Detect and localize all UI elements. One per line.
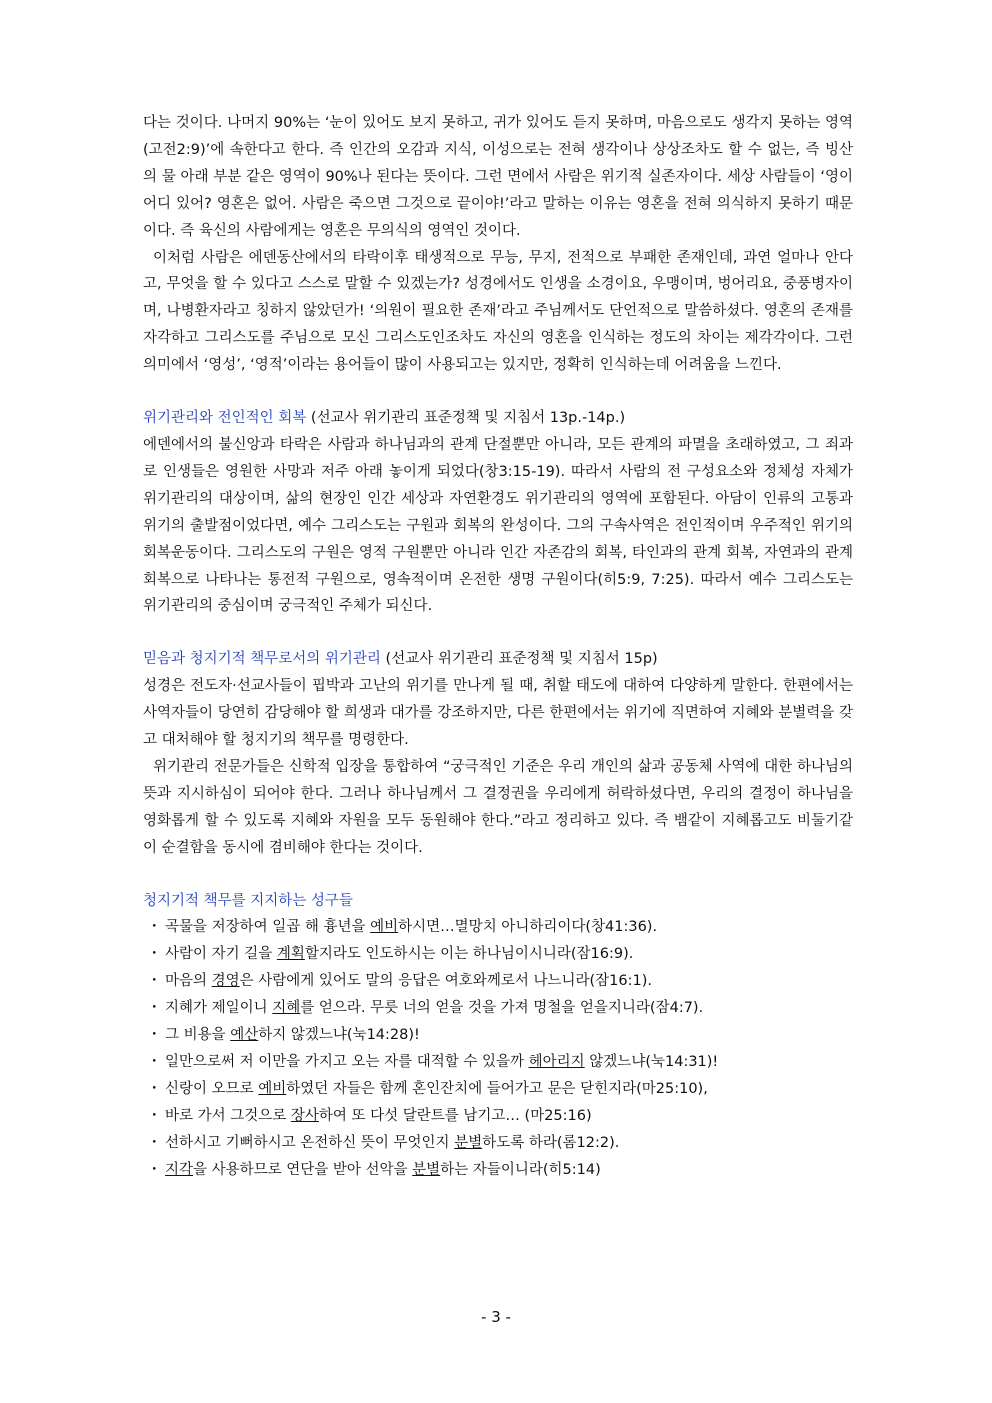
verse-item bbox=[143, 1022, 853, 1049]
heading-reference: (선교사 위기관리 표준정책 및 지침서 15p) bbox=[380, 651, 658, 668]
verse-item bbox=[143, 914, 853, 941]
verse-item bbox=[143, 995, 853, 1022]
verse-item bbox=[143, 1076, 853, 1103]
verse-list bbox=[143, 914, 853, 1183]
bullet-icon: ・ bbox=[147, 1161, 162, 1178]
verse-keyword: 장사 bbox=[290, 1107, 319, 1124]
faith-paragraph-1: 성경은 전도자·선교사들이 핍박과 고난의 위기를 만나게 될 때, 취할 태도에 대하여 다양하게 말한다. 한편에서는 사역자들이 당연히 감당해야 할 희생과 대가를 강조하지만, 다른 한편에서는 위기에 직면하여 지혜와 분별력을 갖고 대처해야 할 청지기의 책무를 명령한다. bbox=[143, 678, 853, 749]
holistic-paragraph: 에덴에서의 불신앙과 타락은 사람과 하나님과의 관계 단절뿐만 아니라, 모든 관계의 파멸을 초래하였고, 그 죄과로 인생들은 영원한 사망과 저주 아래 놓이게 되었다(창3:15-19). 따라서 사람의 전 구성요소와 정체성 자체가 위기관리의 대상이며, 삶의 현장인 인간 세상과 자연환경도 위기관리의 영역에 포함된다. 아담이 인류의 고통과 위기의 출발점이었다면, 예수 그리스도는 구원과 회복의 완성이다. 그의 구속사역은 전인적이며 우주적인 위기의 회복운동이다. 그리스도의 구원은 영적 구원뿐만 아니라 인간 자존감의 회복, 타인과의 관계 회복, 자연과의 관계 회복으로 나타나는 통전적 구원으로, 영속적이며 온전한 생명 구원이다(히5:9, 7:25). 따라서 예수 그리스도는 위기관리의 중심이며 궁극적인 주체가 되신다. bbox=[143, 436, 853, 615]
verse-keyword: 헤아리지 bbox=[528, 1054, 585, 1070]
verse-item bbox=[143, 1157, 853, 1184]
verse-keyword: 분별 bbox=[412, 1161, 441, 1178]
section-heading-holistic bbox=[143, 405, 853, 432]
section-heading-faith bbox=[143, 646, 853, 673]
verse-text: 하도록 하라(롬12:2). bbox=[482, 1134, 620, 1151]
verse-text: 하는 자들이니라(히5:14) bbox=[440, 1161, 601, 1178]
verse-text: 신랑이 오므로 bbox=[165, 1080, 259, 1097]
section-gap bbox=[143, 862, 853, 888]
page-number: - 3 - bbox=[481, 1308, 511, 1326]
verse-text: 하였던 자들은 함께 혼인잔치에 들어가고 문은 닫힌지라(마25:10), bbox=[286, 1080, 708, 1097]
verse-text: 선하시고 기뻐하시고 온전하신 뜻이 무엇인지 bbox=[165, 1134, 455, 1151]
bullet-icon: ・ bbox=[147, 919, 162, 936]
verse-text: 하시면…멸망치 아니하리이다(창41:36). bbox=[398, 919, 658, 936]
verse-text: 하지 않겠느냐(눅14:28)! bbox=[258, 1027, 420, 1044]
bullet-icon: ・ bbox=[147, 1107, 162, 1124]
bullet-icon: ・ bbox=[147, 1080, 162, 1097]
section-heading-verses bbox=[143, 888, 853, 915]
verse-keyword: 지혜 bbox=[272, 1000, 301, 1017]
verse-keyword: 지각 bbox=[165, 1161, 194, 1178]
verse-keyword: 경영 bbox=[211, 973, 240, 990]
verse-text: 곡물을 저장하여 일곱 해 흉년을 bbox=[165, 919, 371, 936]
verse-text: 하여 또 다섯 달란트를 남기고… (마25:16) bbox=[318, 1107, 592, 1124]
verse-keyword: 예비 bbox=[258, 1080, 287, 1097]
verse-text: 마음의 bbox=[165, 973, 212, 990]
verse-item bbox=[143, 1103, 853, 1130]
bullet-icon: ・ bbox=[147, 1000, 162, 1017]
verse-item bbox=[143, 1049, 853, 1076]
verse-text: 그 비용을 bbox=[165, 1027, 231, 1044]
verse-item bbox=[143, 941, 853, 968]
verse-keyword: 분별 bbox=[454, 1134, 483, 1151]
verse-text: 를 얻으라. 무릇 너의 얻을 것을 가져 명철을 얻을지니라(잠4:7). bbox=[300, 1000, 704, 1017]
verse-text: 은 사람에게 있어도 말의 응답은 여호와께로서 나느니라(잠16:1). bbox=[239, 973, 652, 990]
verse-item bbox=[143, 968, 853, 995]
verse-text: 사람이 자기 길을 bbox=[165, 946, 277, 963]
section-gap bbox=[143, 620, 853, 646]
verse-text: 바로 가서 그것으로 bbox=[165, 1107, 291, 1124]
heading-highlight: 믿음과 청지기적 책무로서의 위기관리 bbox=[143, 651, 381, 668]
heading-highlight: 청지기적 책무를 지지하는 성구들 bbox=[143, 892, 353, 909]
verse-text: 지혜가 제일이니 bbox=[165, 1000, 273, 1017]
section-gap bbox=[143, 379, 853, 405]
verse-text: 일만으로써 저 이만을 가지고 오는 자를 대적할 수 있을까 bbox=[165, 1054, 529, 1070]
verse-text: 을 사용하므로 연단을 받아 선악을 bbox=[193, 1161, 413, 1178]
verse-text: 않겠느냐(눅14:31)! bbox=[584, 1054, 719, 1070]
heading-highlight: 위기관리와 전인적인 회복 bbox=[143, 410, 307, 427]
verse-text: 할지라도 인도하시는 이는 하나님이시니라(잠16:9). bbox=[304, 946, 634, 963]
intro-paragraph-2: 이처럼 사람은 에덴동산에서의 타락이후 태생적으로 무능, 무지, 전적으로 부패한 존재인데, 과연 얼마나 안다고, 무엇을 할 수 있다고 스스로 말할 수 있겠는가? 성경에서도 인생을 소경이요, 우맹이며, 벙어리요, 중풍병자이며, 나병환자라고 칭하지 않았던가! ‘의원이 필요한 존재’라고 주님께서도 단언적으로 말씀하셨다. 영혼의 존재를 자각하고 그리스도를 주님으로 모신 그리스도인조차도 자신의 영혼을 인식하는 정도의 차이는 제각각이다. 그런 의미에서 ‘영성’, ‘영적’이라는 용어들이 많이 사용되고는 있지만, 정확히 인식하는데 어려움을 느낀다. bbox=[143, 249, 853, 374]
faith-paragraph-2: 위기관리 전문가들은 신학적 입장을 통합하여 “궁극적인 기준은 우리 개인의 삶과 공동체 사역에 대한 하나님의 뜻과 지시하심이 되어야 한다. 그러나 하나님께서 그 결정권을 우리에게 허락하셨다면, 우리의 결정이 하나님을 영화롭게 할 수 있도록 지혜와 자원을 모두 동원해야 한다.”라고 정리하고 있다. 즉 뱀같이 지혜롭고도 비둘기같이 순결함을 동시에 겸비해야 한다는 것이다. bbox=[143, 758, 853, 856]
bullet-icon: ・ bbox=[147, 1134, 162, 1151]
heading-reference: (선교사 위기관리 표준정책 및 지침서 13p.-14p.) bbox=[306, 410, 626, 427]
verse-keyword: 계획 bbox=[276, 946, 305, 963]
document-body bbox=[143, 110, 853, 1184]
verse-item bbox=[143, 1130, 853, 1157]
verse-keyword: 예산 bbox=[230, 1027, 259, 1044]
intro-paragraph-1: 다는 것이다. 나머지 90%는 ‘눈이 있어도 보지 못하고, 귀가 있어도 듣지 못하며, 마음으로도 생각지 못하는 영역(고전2:9)’에 속한다고 한다. 즉 인간의 오감과 지식, 이성으로는 전혀 생각이나 상상조차도 할 수 없는, 즉 빙산의 물 아래 부분 같은 영역이 90%나 된다는 뜻이다. 그런 면에서 사람은 위기적 실존자이다. 세상 사람들이 ‘영이 어디 있어? 영혼은 없어. 사람은 죽으면 그것으로 끝이야!’라고 말하는 이유는 영혼을 전혀 의식하지 못하기 때문이다. 즉 육신의 사람에게는 영혼은 무의식의 영역인 것이다. bbox=[143, 115, 853, 239]
bullet-icon: ・ bbox=[147, 1027, 162, 1044]
verse-keyword: 예비 bbox=[370, 919, 399, 936]
bullet-icon: ・ bbox=[147, 973, 162, 990]
bullet-icon: ・ bbox=[147, 1054, 162, 1070]
bullet-icon: ・ bbox=[147, 946, 162, 963]
